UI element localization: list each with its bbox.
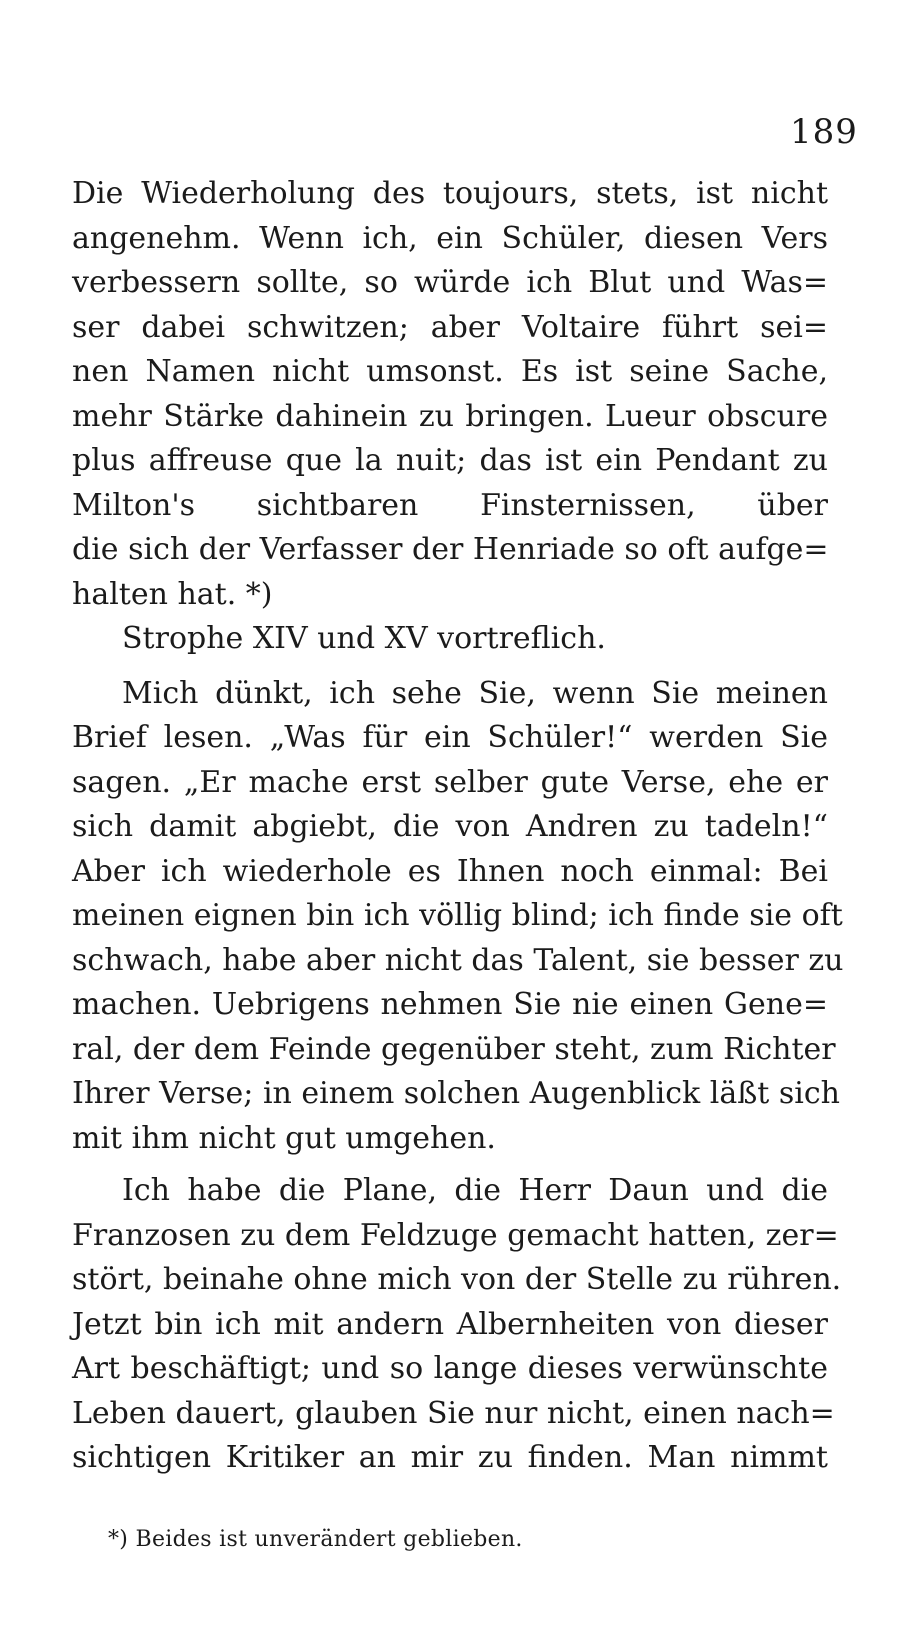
paragraph-3 xyxy=(72,672,844,1162)
text-line: schwach, habe aber nicht das Talent, sie besser zu xyxy=(72,942,844,978)
text-line: Art beschäftigt; und so lange dieses verwünschte xyxy=(72,1351,828,1386)
text-line: Mich dünkt, ich sehe Sie, wenn Sie meinen xyxy=(122,675,828,711)
text-line: sagen. „Er mache erst selber gute Verse, ehe er xyxy=(72,764,828,800)
text-line: nen Namen nicht umsonst. Es ist seine Sache, xyxy=(72,354,828,389)
text-line: ral, der dem Feinde gegenüber steht, zum Richter xyxy=(72,1031,836,1067)
text-line: plus affreuse que la nuit; das ist ein Pendant zu xyxy=(72,443,828,478)
text-line: sichtigen Kritiker an mir zu finden. Man nimmt xyxy=(72,1440,828,1475)
text-line: Franzosen zu dem Feldzuge gemacht hatten, zer= xyxy=(72,1217,839,1253)
text-line: Die Wiederholung des toujours, stets, ist nicht xyxy=(72,176,828,211)
text-line: angenehm. Wenn ich, ein Schüler, diesen Vers xyxy=(72,220,828,256)
paragraph-1 xyxy=(72,172,828,617)
text-line: verbessern sollte, so würde ich Blut und Was= xyxy=(72,265,828,300)
footnote: *) Beides ist unverändert geblieben. xyxy=(108,1527,523,1552)
text-line: mit ihm nicht gut umgehen. xyxy=(72,1120,496,1156)
text-line: machen. Uebrigens nehmen Sie nie einen Gene= xyxy=(72,987,828,1022)
text-line: die sich der Verfasser der Henriade so oft aufge= xyxy=(72,532,829,567)
text-line: Milton's sichtbaren Finsternissen, über xyxy=(72,487,828,523)
text-line: Aber ich wiederhole es Ihnen noch einmal: Bei xyxy=(72,853,828,889)
paragraph-2 xyxy=(72,617,828,662)
text-line: meinen eignen bin ich völlig blind; ich finde sie oft xyxy=(72,898,843,933)
text-line: halten hat. *) xyxy=(72,576,273,612)
text-line: Brief lesen. „Was für ein Schüler!“ werden Sie xyxy=(72,720,828,755)
text-line: Strophe XIV und XV vortreflich. xyxy=(122,621,606,656)
text-line: mehr Stärke dahinein zu bringen. Lueur obscure xyxy=(72,398,828,434)
page-number: 189 xyxy=(790,112,858,152)
text-line: Leben dauert, glauben Sie nur nicht, einen nach= xyxy=(72,1395,835,1431)
text-line: stört, beinahe ohne mich von der Stelle zu rühren. xyxy=(72,1262,842,1297)
paragraph-4 xyxy=(72,1169,842,1481)
text-line: Ihrer Verse; in einem solchen Augenblick läßt sich xyxy=(72,1076,840,1111)
text-line: sich damit abgiebt, die von Andren zu tadeln!“ xyxy=(72,809,828,844)
text-line: Jetzt bin ich mit andern Albernheiten von dieser xyxy=(72,1306,828,1342)
body-text xyxy=(72,172,844,1481)
text-line: Ich habe die Plane, die Herr Daun und die xyxy=(122,1173,828,1208)
text-line: ser dabei schwitzen; aber Voltaire führt sei= xyxy=(72,309,828,345)
